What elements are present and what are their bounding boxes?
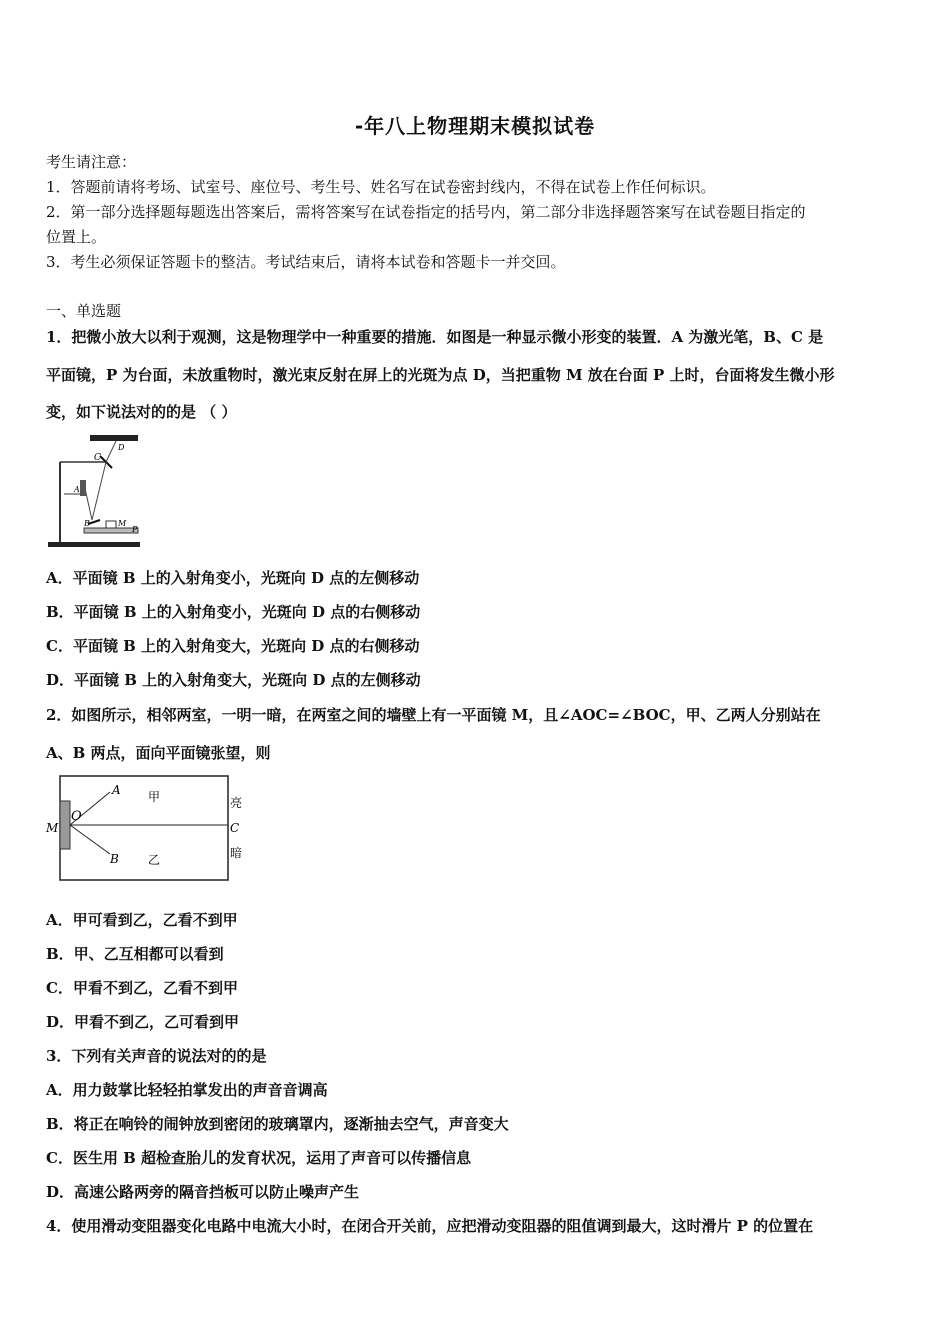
label-b: B <box>110 852 119 866</box>
two-rooms-mirror-figure <box>44 772 250 884</box>
question-1-text: 平面镜，P 为台面，未放重物时，激光束反射在屏上的光斑为点 D，当把重物 M 放在台面 P 上时，台面将发生微小形 <box>46 366 835 384</box>
mirror-m <box>60 801 70 849</box>
label-o: O <box>71 809 82 824</box>
question-1-option[interactable]: C．平面镜 B 上的入射角变大，光斑向 D 点的右侧移动 <box>46 637 420 655</box>
section-heading: 一、单选题 <box>46 302 122 320</box>
notice-heading: 考生请注意： <box>46 153 137 171</box>
beam-c-b <box>92 462 106 520</box>
label-an: 暗 <box>230 846 243 860</box>
question-3-option[interactable]: D．高速公路两旁的隔音挡板可以防止噪声产生 <box>46 1183 360 1201</box>
question-2-option[interactable]: D．甲看不到乙，乙可看到甲 <box>46 1013 240 1031</box>
label-d: D <box>118 443 125 452</box>
question-1-text: 变，如下说法对的的是 （ ） <box>46 403 237 421</box>
question-1-option[interactable]: A．平面镜 B 上的入射角变小，光斑向 D 点的左侧移动 <box>46 569 420 587</box>
base-plate <box>48 542 140 547</box>
weight-m <box>106 521 116 528</box>
notice-item: 3．考生必须保证答题卡的整洁。考试结束后，请将本试卷和答题卡一并交回。 <box>46 253 566 271</box>
room-outline <box>60 776 228 880</box>
notice-item: 2．第一部分选择题每题选出答案后，需将答案写在试卷指定的括号内，第二部分非选择题答案写在试卷题目指定的 <box>46 203 806 221</box>
question-2-text: A、B 两点，面向平面镜张望，则 <box>46 744 271 762</box>
question-2-option[interactable]: A．甲可看到乙，乙看不到甲 <box>46 911 238 929</box>
label-m: M <box>46 821 59 835</box>
laser-pen <box>80 480 86 496</box>
label-liang: 亮 <box>230 796 243 810</box>
question-1-option[interactable]: B．平面镜 B 上的入射角变小，光斑向 D 点的右侧移动 <box>46 603 421 621</box>
label-m: M <box>118 519 127 528</box>
label-jia: 甲 <box>148 790 161 804</box>
line-ob <box>70 825 110 854</box>
question-1-option[interactable]: D．平面镜 B 上的入射角变大，光斑向 D 点的左侧移动 <box>46 671 421 689</box>
question-3-text: 3．下列有关声音的说法对的的是 <box>46 1047 267 1065</box>
label-yi: 乙 <box>148 853 161 867</box>
label-c: C <box>94 453 101 463</box>
question-2-option[interactable]: C．甲看不到乙，乙看不到甲 <box>46 979 238 997</box>
question-2-text: 2．如图所示，相邻两室，一明一暗，在两室之间的墙壁上有一平面镜 M，且∠AOC=∠BOC，甲、乙两人分别站在 <box>46 706 821 724</box>
label-p: P <box>132 525 138 534</box>
question-2-option[interactable]: B．甲、乙互相都可以看到 <box>46 945 224 963</box>
beam-to-d <box>106 441 116 462</box>
notice-item: 1．答题前请将考场、试室号、座位号、考生号、姓名写在试卷密封线内，不得在试卷上作任何标识。 <box>46 178 716 196</box>
question-3-option[interactable]: C．医生用 B 超检查胎儿的发育状况，运用了声音可以传播信息 <box>46 1149 472 1167</box>
question-1-text: 1．把微小放大以利于观测，这是物理学中一种重要的措施．如图是一种显示微小形变的装置．A 为激光笔，B、C 是 <box>46 328 824 346</box>
notice-item: 位置上。 <box>46 228 107 246</box>
table-p <box>84 528 138 533</box>
page-title: -年八上物理期末模拟试卷 <box>354 114 596 138</box>
question-3-option[interactable]: A．用力鼓掌比轻轻拍掌发出的声音音调高 <box>46 1081 328 1099</box>
label-a: A <box>74 485 80 494</box>
screen-bar <box>90 435 138 441</box>
label-b: B <box>84 519 90 528</box>
question-4-text: 4．使用滑动变阻器变化电路中电流大小时，在闭合开关前，应把滑动变阻器的阻值调到最大，这时滑片 P 的位置在 <box>46 1217 814 1235</box>
label-c: C <box>230 821 240 835</box>
laser-deformation-figure <box>44 432 144 552</box>
question-3-option[interactable]: B．将正在响铃的闹钟放到密闭的玻璃罩内，逐渐抽去空气，声音变大 <box>46 1115 509 1133</box>
label-a: A <box>112 783 121 797</box>
